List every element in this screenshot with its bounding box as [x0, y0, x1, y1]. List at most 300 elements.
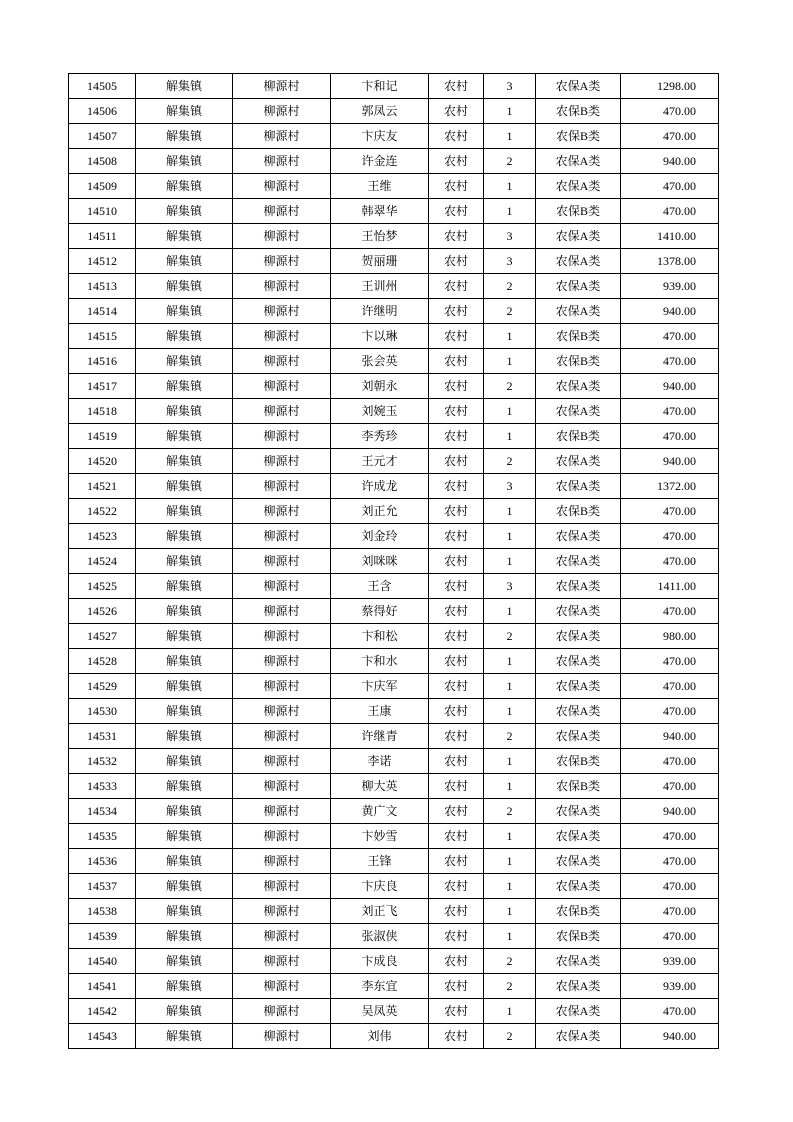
cell-town: 解集镇	[136, 674, 233, 699]
cell-town: 解集镇	[136, 99, 233, 124]
cell-name: 李诺	[331, 749, 429, 774]
cell-id: 14531	[69, 724, 136, 749]
cell-category: 农保B类	[536, 749, 621, 774]
cell-village: 柳源村	[233, 274, 331, 299]
cell-category: 农保A类	[536, 274, 621, 299]
table-row	[69, 274, 719, 299]
cell-category: 农保A类	[536, 674, 621, 699]
cell-category: 农保A类	[536, 974, 621, 999]
cell-count: 1	[484, 699, 536, 724]
cell-name: 王含	[331, 574, 429, 599]
cell-amount: 470.00	[621, 699, 719, 724]
table-row	[69, 874, 719, 899]
cell-category: 农保A类	[536, 549, 621, 574]
cell-town: 解集镇	[136, 649, 233, 674]
cell-category: 农保A类	[536, 174, 621, 199]
cell-name: 卞庆军	[331, 674, 429, 699]
cell-name: 刘朝永	[331, 374, 429, 399]
table-row	[69, 324, 719, 349]
cell-name: 许继青	[331, 724, 429, 749]
cell-residence: 农村	[429, 199, 484, 224]
cell-name: 刘伟	[331, 1024, 429, 1049]
cell-village: 柳源村	[233, 849, 331, 874]
cell-town: 解集镇	[136, 124, 233, 149]
cell-id: 14509	[69, 174, 136, 199]
table-row	[69, 824, 719, 849]
cell-count: 1	[484, 924, 536, 949]
cell-residence: 农村	[429, 74, 484, 99]
table-row	[69, 924, 719, 949]
cell-count: 2	[484, 149, 536, 174]
cell-residence: 农村	[429, 824, 484, 849]
cell-town: 解集镇	[136, 799, 233, 824]
cell-residence: 农村	[429, 874, 484, 899]
table-body	[69, 74, 719, 1049]
table-row	[69, 74, 719, 99]
table-row	[69, 974, 719, 999]
cell-amount: 470.00	[621, 399, 719, 424]
cell-residence: 农村	[429, 699, 484, 724]
table-row	[69, 549, 719, 574]
cell-village: 柳源村	[233, 974, 331, 999]
table-row	[69, 1024, 719, 1049]
cell-count: 1	[484, 199, 536, 224]
table-row	[69, 649, 719, 674]
cell-id: 14538	[69, 899, 136, 924]
cell-id: 14511	[69, 224, 136, 249]
cell-count: 3	[484, 224, 536, 249]
cell-town: 解集镇	[136, 499, 233, 524]
cell-residence: 农村	[429, 99, 484, 124]
cell-town: 解集镇	[136, 899, 233, 924]
cell-id: 14505	[69, 74, 136, 99]
cell-name: 卞庆良	[331, 874, 429, 899]
cell-name: 蔡得好	[331, 599, 429, 624]
cell-residence: 农村	[429, 399, 484, 424]
cell-amount: 939.00	[621, 974, 719, 999]
cell-village: 柳源村	[233, 624, 331, 649]
cell-amount: 470.00	[621, 424, 719, 449]
cell-village: 柳源村	[233, 99, 331, 124]
cell-residence: 农村	[429, 374, 484, 399]
table-row	[69, 149, 719, 174]
cell-count: 2	[484, 624, 536, 649]
table-row	[69, 599, 719, 624]
cell-town: 解集镇	[136, 999, 233, 1024]
cell-village: 柳源村	[233, 1024, 331, 1049]
cell-category: 农保B类	[536, 774, 621, 799]
cell-count: 1	[484, 999, 536, 1024]
cell-residence: 农村	[429, 424, 484, 449]
cell-name: 许金连	[331, 149, 429, 174]
cell-category: 农保A类	[536, 249, 621, 274]
cell-town: 解集镇	[136, 949, 233, 974]
cell-residence: 农村	[429, 774, 484, 799]
cell-residence: 农村	[429, 624, 484, 649]
cell-name: 贺丽珊	[331, 249, 429, 274]
cell-category: 农保B类	[536, 424, 621, 449]
cell-id: 14537	[69, 874, 136, 899]
cell-residence: 农村	[429, 249, 484, 274]
cell-town: 解集镇	[136, 74, 233, 99]
cell-village: 柳源村	[233, 349, 331, 374]
cell-amount: 470.00	[621, 99, 719, 124]
cell-count: 1	[484, 399, 536, 424]
cell-amount: 470.00	[621, 174, 719, 199]
cell-town: 解集镇	[136, 324, 233, 349]
cell-category: 农保A类	[536, 724, 621, 749]
table-row	[69, 174, 719, 199]
cell-count: 1	[484, 599, 536, 624]
cell-residence: 农村	[429, 124, 484, 149]
cell-category: 农保A类	[536, 374, 621, 399]
cell-town: 解集镇	[136, 349, 233, 374]
cell-town: 解集镇	[136, 699, 233, 724]
cell-count: 3	[484, 474, 536, 499]
cell-id: 14527	[69, 624, 136, 649]
cell-id: 14539	[69, 924, 136, 949]
cell-amount: 470.00	[621, 749, 719, 774]
table-row	[69, 949, 719, 974]
cell-count: 1	[484, 774, 536, 799]
cell-village: 柳源村	[233, 949, 331, 974]
table-row	[69, 99, 719, 124]
cell-village: 柳源村	[233, 649, 331, 674]
cell-residence: 农村	[429, 499, 484, 524]
cell-amount: 470.00	[621, 849, 719, 874]
cell-name: 卞和记	[331, 74, 429, 99]
cell-name: 张淑侠	[331, 924, 429, 949]
cell-amount: 470.00	[621, 649, 719, 674]
cell-town: 解集镇	[136, 374, 233, 399]
cell-id: 14516	[69, 349, 136, 374]
cell-id: 14514	[69, 299, 136, 324]
cell-count: 1	[484, 99, 536, 124]
cell-amount: 1410.00	[621, 224, 719, 249]
cell-town: 解集镇	[136, 199, 233, 224]
cell-count: 1	[484, 524, 536, 549]
cell-category: 农保A类	[536, 874, 621, 899]
cell-id: 14543	[69, 1024, 136, 1049]
cell-count: 2	[484, 374, 536, 399]
cell-village: 柳源村	[233, 324, 331, 349]
table-row	[69, 299, 719, 324]
cell-town: 解集镇	[136, 424, 233, 449]
cell-village: 柳源村	[233, 149, 331, 174]
cell-name: 郭凤云	[331, 99, 429, 124]
cell-id: 14525	[69, 574, 136, 599]
cell-id: 14523	[69, 524, 136, 549]
cell-town: 解集镇	[136, 549, 233, 574]
cell-village: 柳源村	[233, 299, 331, 324]
table-row	[69, 724, 719, 749]
cell-name: 李秀珍	[331, 424, 429, 449]
cell-residence: 农村	[429, 974, 484, 999]
cell-village: 柳源村	[233, 774, 331, 799]
cell-id: 14520	[69, 449, 136, 474]
cell-count: 1	[484, 649, 536, 674]
cell-amount: 940.00	[621, 449, 719, 474]
cell-residence: 农村	[429, 349, 484, 374]
cell-category: 农保B类	[536, 924, 621, 949]
cell-village: 柳源村	[233, 499, 331, 524]
cell-amount: 939.00	[621, 949, 719, 974]
cell-id: 14540	[69, 949, 136, 974]
cell-count: 1	[484, 749, 536, 774]
cell-category: 农保B类	[536, 899, 621, 924]
cell-category: 农保A类	[536, 1024, 621, 1049]
cell-category: 农保A类	[536, 224, 621, 249]
table-row	[69, 399, 719, 424]
cell-residence: 农村	[429, 724, 484, 749]
cell-town: 解集镇	[136, 399, 233, 424]
cell-count: 2	[484, 799, 536, 824]
cell-town: 解集镇	[136, 724, 233, 749]
table-row	[69, 899, 719, 924]
cell-amount: 940.00	[621, 374, 719, 399]
cell-village: 柳源村	[233, 124, 331, 149]
cell-amount: 470.00	[621, 199, 719, 224]
cell-village: 柳源村	[233, 924, 331, 949]
cell-town: 解集镇	[136, 1024, 233, 1049]
cell-residence: 农村	[429, 474, 484, 499]
cell-village: 柳源村	[233, 199, 331, 224]
cell-category: 农保B类	[536, 124, 621, 149]
cell-category: 农保A类	[536, 399, 621, 424]
cell-category: 农保A类	[536, 599, 621, 624]
cell-count: 1	[484, 899, 536, 924]
table-row	[69, 499, 719, 524]
cell-residence: 农村	[429, 799, 484, 824]
cell-amount: 980.00	[621, 624, 719, 649]
cell-category: 农保A类	[536, 999, 621, 1024]
table-row	[69, 524, 719, 549]
cell-count: 1	[484, 499, 536, 524]
table-row	[69, 574, 719, 599]
cell-town: 解集镇	[136, 774, 233, 799]
cell-village: 柳源村	[233, 799, 331, 824]
cell-village: 柳源村	[233, 674, 331, 699]
cell-id: 14524	[69, 549, 136, 574]
cell-name: 黄广文	[331, 799, 429, 824]
cell-village: 柳源村	[233, 374, 331, 399]
cell-amount: 470.00	[621, 874, 719, 899]
cell-count: 1	[484, 674, 536, 699]
cell-count: 2	[484, 949, 536, 974]
cell-category: 农保A类	[536, 799, 621, 824]
cell-category: 农保A类	[536, 649, 621, 674]
table-row	[69, 374, 719, 399]
cell-amount: 470.00	[621, 324, 719, 349]
cell-town: 解集镇	[136, 449, 233, 474]
cell-amount: 470.00	[621, 499, 719, 524]
cell-residence: 农村	[429, 999, 484, 1024]
cell-name: 王训州	[331, 274, 429, 299]
cell-category: 农保A类	[536, 849, 621, 874]
cell-id: 14513	[69, 274, 136, 299]
cell-town: 解集镇	[136, 524, 233, 549]
cell-id: 14528	[69, 649, 136, 674]
cell-amount: 470.00	[621, 824, 719, 849]
cell-name: 张会英	[331, 349, 429, 374]
cell-name: 王元才	[331, 449, 429, 474]
table-row	[69, 349, 719, 374]
cell-category: 农保A类	[536, 949, 621, 974]
table-row	[69, 224, 719, 249]
cell-name: 刘婉玉	[331, 399, 429, 424]
cell-name: 王康	[331, 699, 429, 724]
table-row	[69, 849, 719, 874]
cell-village: 柳源村	[233, 824, 331, 849]
cell-category: 农保A类	[536, 299, 621, 324]
table-row	[69, 999, 719, 1024]
cell-id: 14507	[69, 124, 136, 149]
cell-count: 1	[484, 349, 536, 374]
cell-count: 2	[484, 974, 536, 999]
cell-name: 许继明	[331, 299, 429, 324]
cell-name: 刘金玲	[331, 524, 429, 549]
cell-amount: 470.00	[621, 349, 719, 374]
table-row	[69, 799, 719, 824]
cell-name: 许成龙	[331, 474, 429, 499]
cell-id: 14506	[69, 99, 136, 124]
cell-count: 2	[484, 299, 536, 324]
cell-amount: 940.00	[621, 724, 719, 749]
cell-count: 2	[484, 724, 536, 749]
cell-town: 解集镇	[136, 624, 233, 649]
table-row	[69, 424, 719, 449]
cell-category: 农保A类	[536, 824, 621, 849]
cell-count: 1	[484, 549, 536, 574]
cell-residence: 农村	[429, 549, 484, 574]
cell-residence: 农村	[429, 849, 484, 874]
cell-category: 农保B类	[536, 349, 621, 374]
table-row	[69, 774, 719, 799]
cell-residence: 农村	[429, 299, 484, 324]
cell-count: 1	[484, 124, 536, 149]
cell-count: 2	[484, 449, 536, 474]
cell-residence: 农村	[429, 649, 484, 674]
cell-residence: 农村	[429, 274, 484, 299]
cell-residence: 农村	[429, 174, 484, 199]
table-row	[69, 674, 719, 699]
cell-residence: 农村	[429, 949, 484, 974]
cell-town: 解集镇	[136, 924, 233, 949]
cell-count: 1	[484, 424, 536, 449]
cell-town: 解集镇	[136, 174, 233, 199]
cell-count: 1	[484, 324, 536, 349]
cell-id: 14517	[69, 374, 136, 399]
cell-name: 卞成良	[331, 949, 429, 974]
cell-category: 农保A类	[536, 699, 621, 724]
cell-town: 解集镇	[136, 849, 233, 874]
cell-id: 14530	[69, 699, 136, 724]
cell-id: 14536	[69, 849, 136, 874]
cell-village: 柳源村	[233, 599, 331, 624]
cell-residence: 农村	[429, 524, 484, 549]
cell-residence: 农村	[429, 224, 484, 249]
cell-town: 解集镇	[136, 749, 233, 774]
cell-residence: 农村	[429, 924, 484, 949]
cell-name: 卞以琳	[331, 324, 429, 349]
cell-id: 14518	[69, 399, 136, 424]
cell-count: 2	[484, 274, 536, 299]
cell-amount: 470.00	[621, 524, 719, 549]
cell-town: 解集镇	[136, 974, 233, 999]
cell-residence: 农村	[429, 449, 484, 474]
cell-town: 解集镇	[136, 574, 233, 599]
cell-name: 李东宜	[331, 974, 429, 999]
cell-category: 农保B类	[536, 199, 621, 224]
cell-name: 卞妙雪	[331, 824, 429, 849]
cell-amount: 940.00	[621, 149, 719, 174]
cell-name: 王维	[331, 174, 429, 199]
cell-id: 14532	[69, 749, 136, 774]
cell-amount: 470.00	[621, 899, 719, 924]
cell-village: 柳源村	[233, 399, 331, 424]
cell-name: 韩翠华	[331, 199, 429, 224]
cell-name: 刘正飞	[331, 899, 429, 924]
cell-village: 柳源村	[233, 449, 331, 474]
cell-residence: 农村	[429, 1024, 484, 1049]
cell-name: 刘正允	[331, 499, 429, 524]
cell-village: 柳源村	[233, 724, 331, 749]
cell-count: 1	[484, 174, 536, 199]
cell-town: 解集镇	[136, 599, 233, 624]
cell-village: 柳源村	[233, 474, 331, 499]
cell-residence: 农村	[429, 599, 484, 624]
cell-residence: 农村	[429, 149, 484, 174]
cell-name: 柳大英	[331, 774, 429, 799]
cell-village: 柳源村	[233, 424, 331, 449]
cell-town: 解集镇	[136, 224, 233, 249]
cell-count: 3	[484, 249, 536, 274]
cell-name: 王锋	[331, 849, 429, 874]
cell-residence: 农村	[429, 674, 484, 699]
cell-name: 王怡梦	[331, 224, 429, 249]
cell-id: 14542	[69, 999, 136, 1024]
cell-village: 柳源村	[233, 574, 331, 599]
cell-amount: 470.00	[621, 774, 719, 799]
cell-category: 农保A类	[536, 74, 621, 99]
cell-id: 14541	[69, 974, 136, 999]
cell-category: 农保A类	[536, 574, 621, 599]
cell-name: 卞和水	[331, 649, 429, 674]
cell-town: 解集镇	[136, 299, 233, 324]
cell-amount: 470.00	[621, 674, 719, 699]
cell-village: 柳源村	[233, 249, 331, 274]
cell-amount: 470.00	[621, 924, 719, 949]
cell-category: 农保A类	[536, 149, 621, 174]
cell-amount: 1411.00	[621, 574, 719, 599]
cell-village: 柳源村	[233, 874, 331, 899]
cell-amount: 940.00	[621, 799, 719, 824]
cell-residence: 农村	[429, 324, 484, 349]
cell-residence: 农村	[429, 749, 484, 774]
cell-amount: 470.00	[621, 549, 719, 574]
cell-village: 柳源村	[233, 174, 331, 199]
cell-village: 柳源村	[233, 224, 331, 249]
cell-category: 农保A类	[536, 474, 621, 499]
cell-town: 解集镇	[136, 474, 233, 499]
cell-id: 14515	[69, 324, 136, 349]
cell-id: 14526	[69, 599, 136, 624]
cell-id: 14512	[69, 249, 136, 274]
cell-count: 3	[484, 74, 536, 99]
cell-category: 农保A类	[536, 624, 621, 649]
cell-id: 14535	[69, 824, 136, 849]
cell-id: 14529	[69, 674, 136, 699]
